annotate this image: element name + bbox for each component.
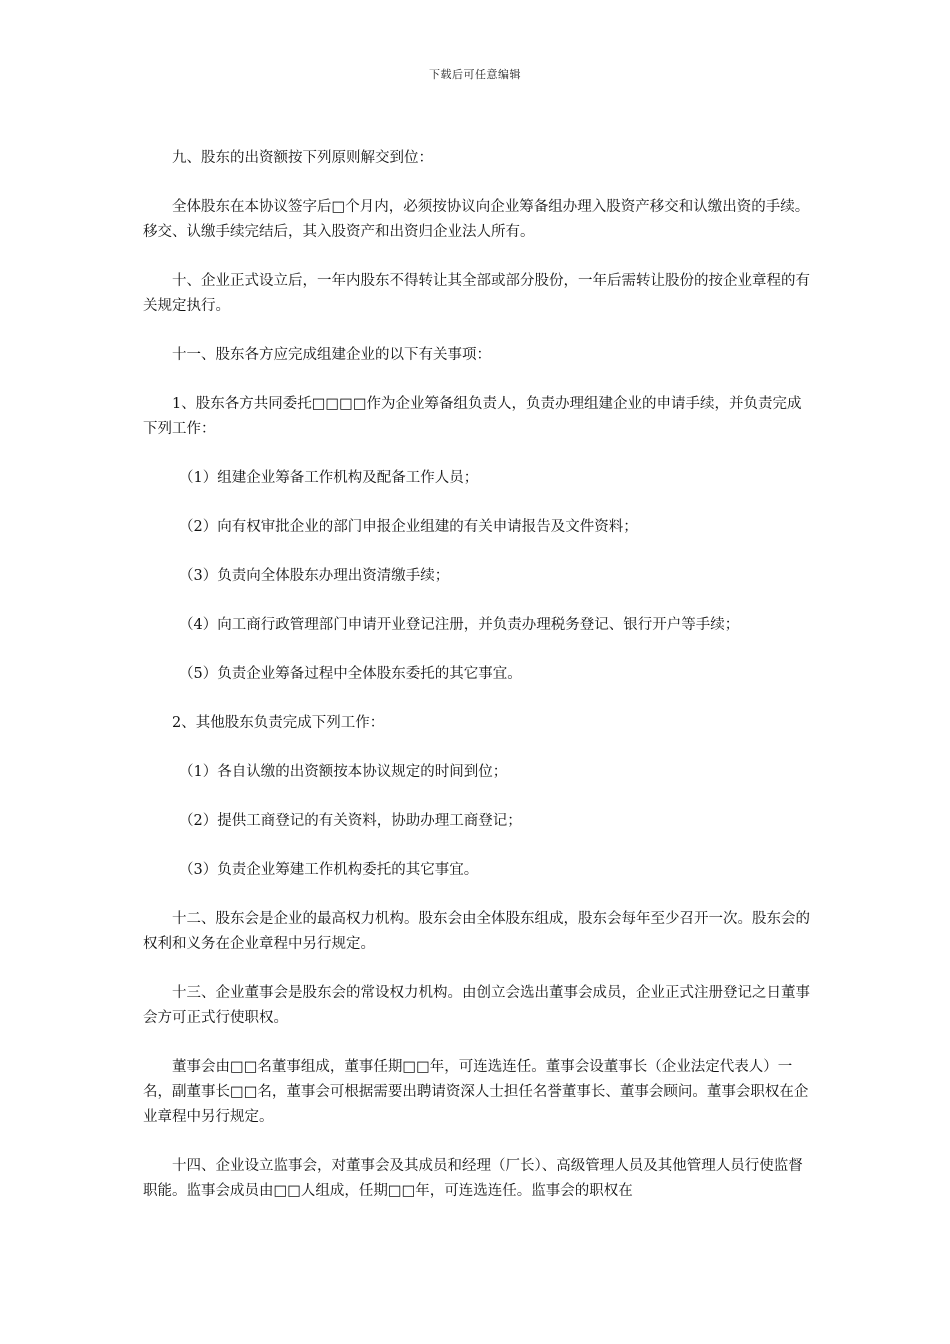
- clause-9-title: 九、股东的出资额按下列原则解交到位：: [172, 150, 433, 166]
- document-body: [143, 146, 811, 1204]
- sub-item: （1）各自认缴的出资额按本协议规定的时间到位；: [179, 764, 508, 780]
- clause-10: 十、企业正式设立后，一年内股东不得转让其全部或部分股份，一年后需转让股份的按企业章程的有关规定执行。: [143, 273, 810, 314]
- clause-11-item-2: 2、其他股东负责完成下列工作：: [172, 715, 385, 731]
- clause-13: 十三、企业董事会是股东会的常设权力机构。由创立会选出董事会成员，企业正式注册登记之日董事会方可正式行使职权。: [143, 985, 810, 1026]
- sub-item: （4）向工商行政管理部门申请开业登记注册，并负责办理税务登记、银行开户等手续；: [179, 617, 740, 633]
- sub-item: （3）负责向全体股东办理出资清缴手续；: [179, 568, 450, 584]
- sub-item: （1）组建企业筹备工作机构及配备工作人员；: [179, 470, 479, 486]
- sub-item: （3）负责企业筹建工作机构委托的其它事宜。: [179, 862, 479, 878]
- clause-11-title: 十一、股东各方应完成组建企业的以下有关事项：: [172, 347, 491, 363]
- clause-12: 十二、股东会是企业的最高权力机构。股东会由全体股东组成，股东会每年至少召开一次。股东会的权利和义务在企业章程中另行规定。: [143, 911, 810, 952]
- header-note: 下载后可任意编辑: [429, 68, 521, 81]
- clause-14: 十四、企业设立监事会，对董事会及其成员和经理（厂长）、高级管理人员及其他管理人员行使监督职能。监事会成员由□□人组成，任期□□年，可连选连任。监事会的职权在: [143, 1158, 803, 1199]
- sub-item: （2）向有权审批企业的部门申报企业组建的有关申请报告及文件资料；: [179, 519, 638, 535]
- sub-item: （2）提供工商登记的有关资料，协助办理工商登记；: [179, 813, 522, 829]
- clause-9-text: 全体股东在本协议签字后□个月内，必须按协议向企业筹备组办理入股资产移交和认缴出资的手续。移交、认缴手续完结后，其入股资产和出资归企业法人所有。: [143, 199, 810, 240]
- clause-13-board: 董事会由□□名董事组成，董事任期□□年，可连选连任。董事会设董事长（企业法定代表人）一名，副董事长□□名，董事会可根据需要出聘请资深人士担任名誉董事长、董事会顾问。董事会职权在企业章程中另行规定。: [143, 1059, 809, 1125]
- clause-11-item-1: 1、股东各方共同委托□□□□作为企业筹备组负责人，负责办理组建企业的申请手续，并负责完成下列工作：: [143, 396, 802, 437]
- sub-item: （5）负责企业筹备过程中全体股东委托的其它事宜。: [179, 666, 522, 682]
